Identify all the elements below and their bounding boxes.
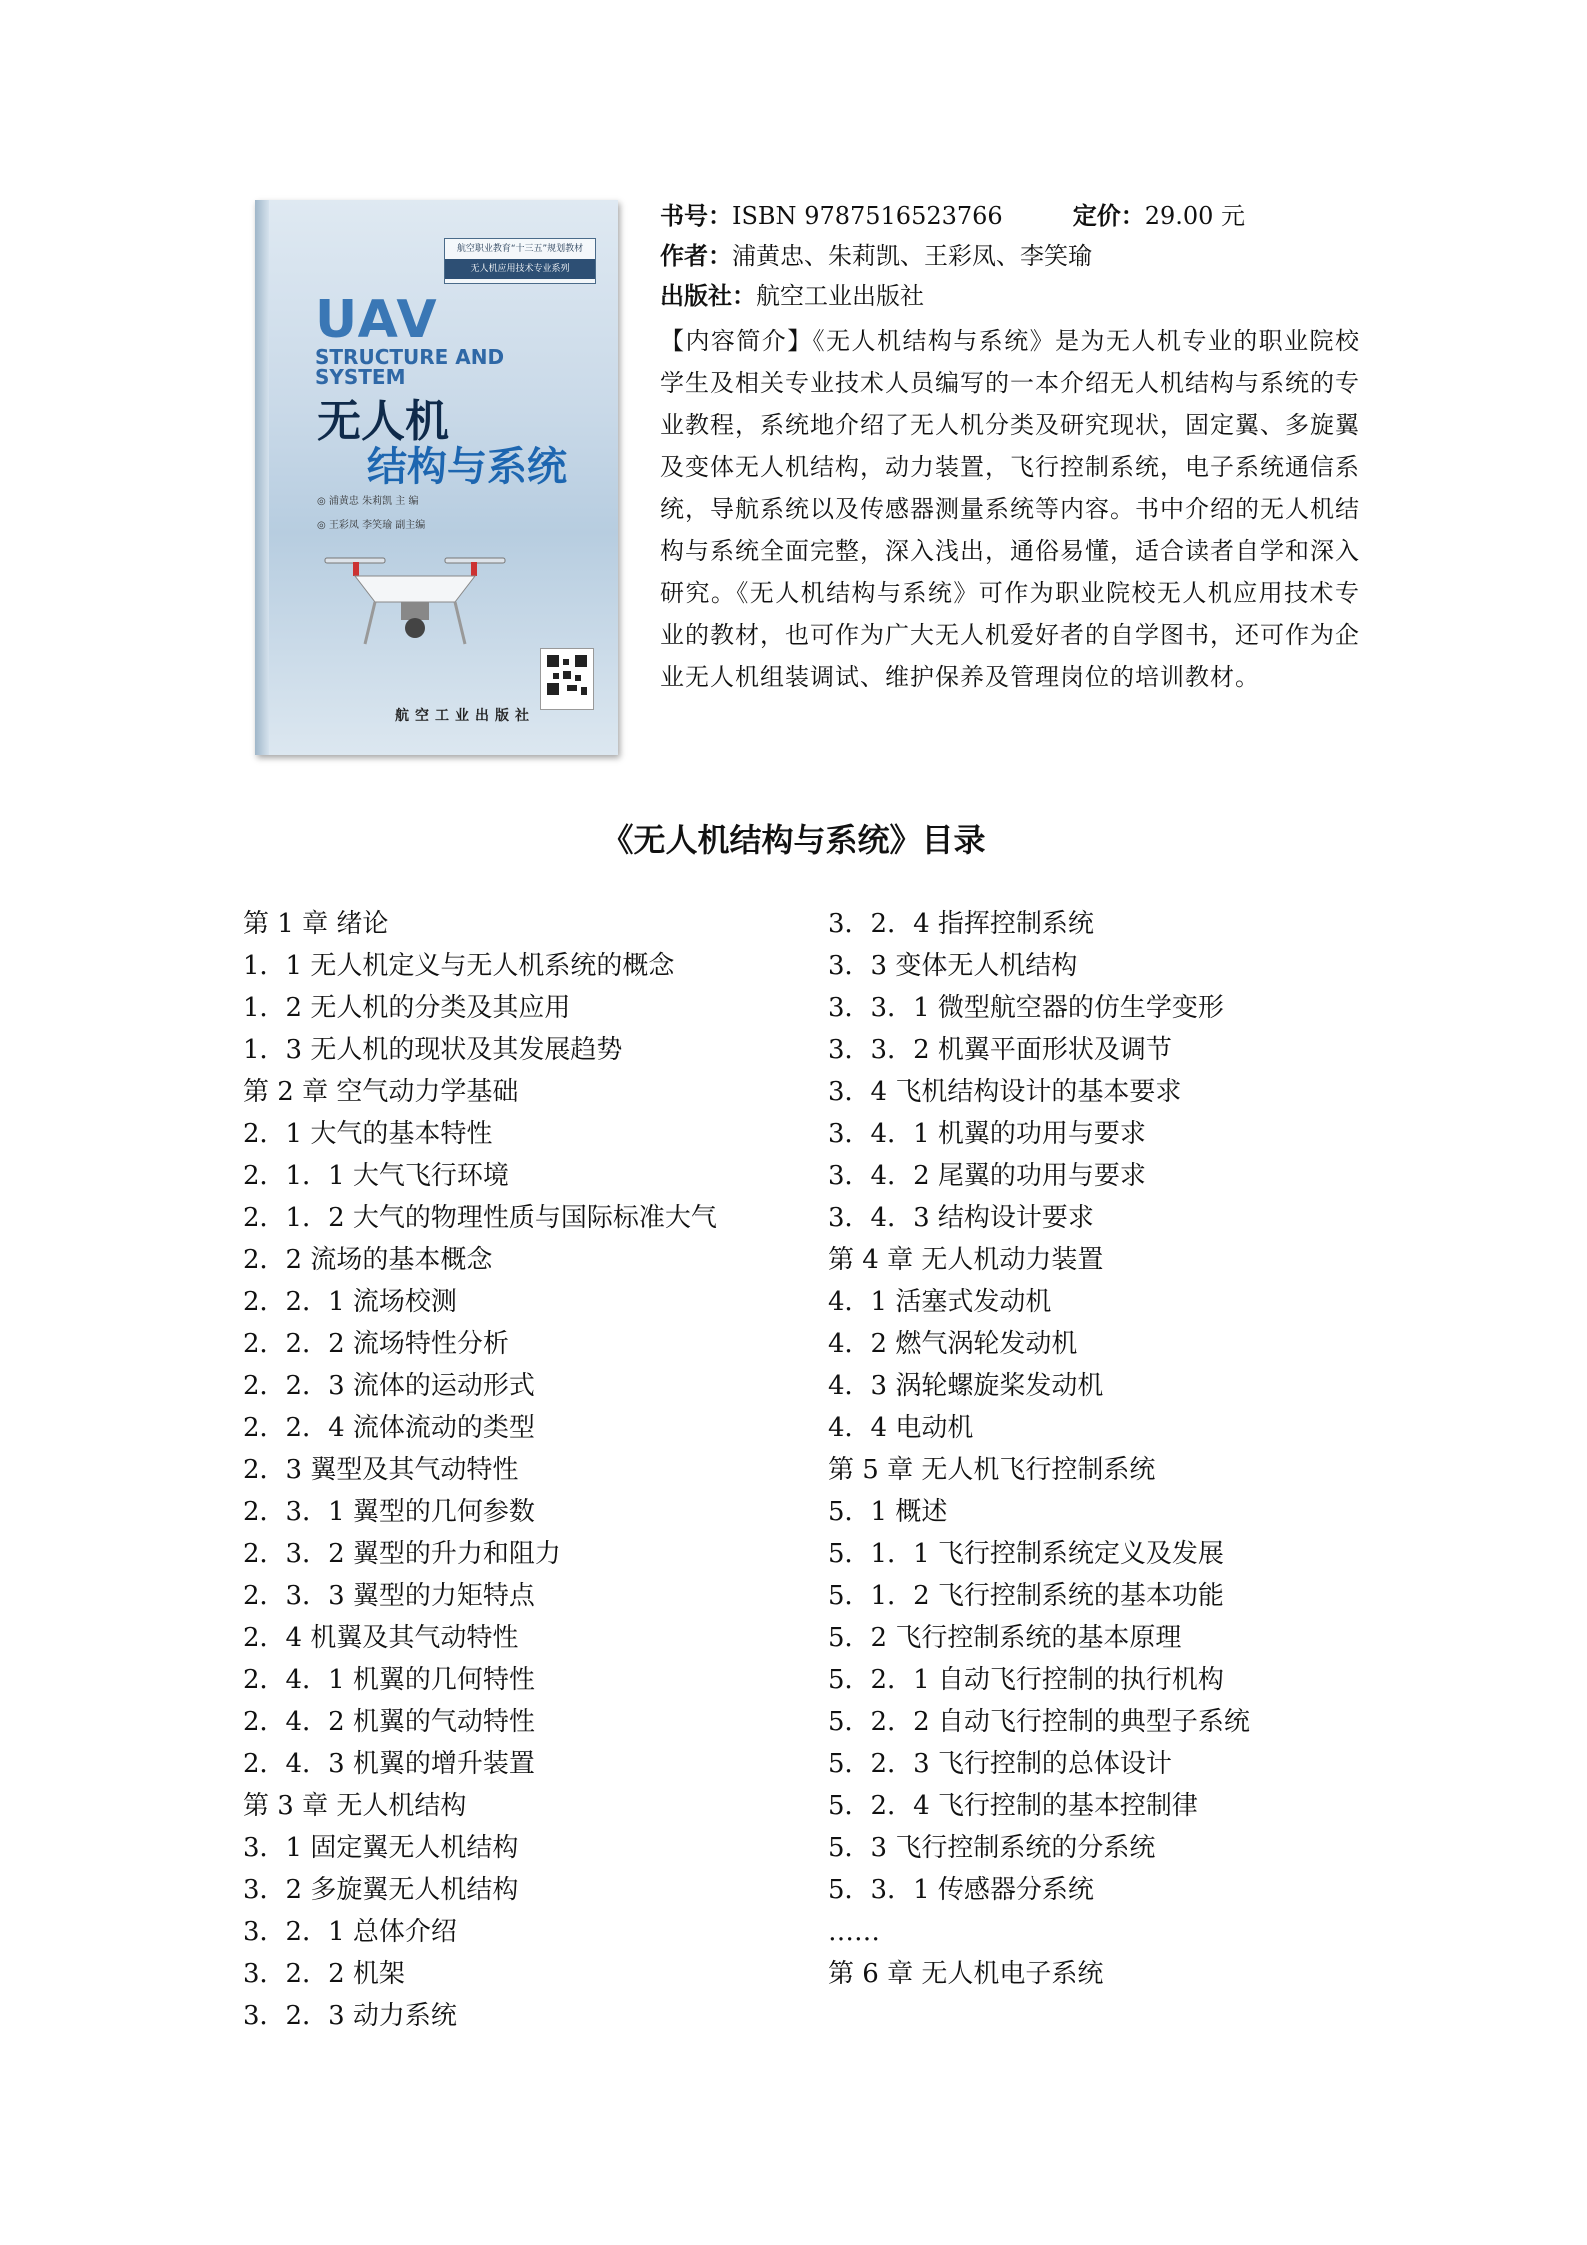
toc-item: 3．2 多旋翼无人机结构 xyxy=(243,1875,519,1905)
cover-series-box xyxy=(444,238,596,284)
toc-item: 3．1 固定翼无人机结构 xyxy=(243,1833,519,1863)
toc-item: 第 5 章 无人机飞行控制系统 xyxy=(828,1455,1156,1485)
toc-item: 2．3．2 翼型的升力和阻力 xyxy=(243,1539,561,1569)
toc-item: 3．3 变体无人机结构 xyxy=(828,951,1078,981)
toc-item: 2．2．3 流体的运动形式 xyxy=(243,1371,535,1401)
publisher-value: 航空工业出版社 xyxy=(756,282,924,310)
isbn-label: 书号： xyxy=(660,201,732,230)
toc-left-column xyxy=(243,903,717,2037)
toc-item: 4．3 涡轮螺旋桨发动机 xyxy=(828,1371,1104,1401)
toc-item: 4．1 活塞式发动机 xyxy=(828,1287,1052,1317)
toc-item: 3．3．2 机翼平面形状及调节 xyxy=(828,1035,1172,1065)
author-row xyxy=(660,236,1360,276)
price-label: 定价： xyxy=(1072,201,1145,230)
cover-english-line2: SYSTEM xyxy=(315,365,406,389)
cover-uav-text: UAV xyxy=(315,290,439,350)
cover-english-line1: STRUCTURE AND xyxy=(315,345,505,369)
toc-item: 1．3 无人机的现状及其发展趋势 xyxy=(243,1035,623,1065)
isbn-price-row xyxy=(660,196,1360,236)
toc-item: 3．4．3 结构设计要求 xyxy=(828,1203,1094,1233)
cover-title-line2: 结构与系统 xyxy=(367,444,567,490)
toc-item: 2．4．3 机翼的增升装置 xyxy=(243,1749,535,1779)
toc-item: 2．2．1 流场校测 xyxy=(243,1287,457,1317)
toc-item: 5．2．3 飞行控制的总体设计 xyxy=(828,1749,1172,1779)
toc-item: 2．4 机翼及其气动特性 xyxy=(243,1623,519,1653)
isbn-value: ISBN 9787516523766 xyxy=(732,202,1003,230)
toc-item: 3．3．1 微型航空器的仿生学变形 xyxy=(828,993,1224,1023)
toc-item: 3．4．2 尾翼的功用与要求 xyxy=(828,1161,1146,1191)
cover-english-title xyxy=(315,347,504,387)
toc-item: 5．1．2 飞行控制系统的基本功能 xyxy=(828,1581,1224,1611)
toc-item: 5．2．1 自动飞行控制的执行机构 xyxy=(828,1665,1224,1695)
toc-item: 2．2．2 流场特性分析 xyxy=(243,1329,509,1359)
toc-title: 《无人机结构与系统》目录 xyxy=(601,821,986,859)
toc-item: 第 2 章 空气动力学基础 xyxy=(243,1077,519,1107)
toc-item: 第 1 章 绪论 xyxy=(243,909,389,939)
toc-item: …… xyxy=(828,1917,880,1947)
book-cover-image xyxy=(255,200,618,755)
toc-item: 2．3．1 翼型的几何参数 xyxy=(243,1497,535,1527)
toc-item: 5．2．2 自动飞行控制的典型子系统 xyxy=(828,1707,1250,1737)
toc-item: 第 3 章 无人机结构 xyxy=(243,1791,467,1821)
toc-item: 2．4．2 机翼的气动特性 xyxy=(243,1707,535,1737)
cover-title-line1: 无人机 xyxy=(317,396,449,447)
toc-item: 3．2．4 指挥控制系统 xyxy=(828,909,1094,939)
toc-item: 2．3 翼型及其气动特性 xyxy=(243,1455,519,1485)
toc-item: 5．3．1 传感器分系统 xyxy=(828,1875,1094,1905)
toc-item: 1．2 无人机的分类及其应用 xyxy=(243,993,571,1023)
toc-item: 2．3．3 翼型的力矩特点 xyxy=(243,1581,535,1611)
toc-item: 第 4 章 无人机动力装置 xyxy=(828,1245,1104,1275)
toc-item: 2．2 流场的基本概念 xyxy=(243,1245,493,1275)
book-info xyxy=(660,196,1360,316)
toc-item: 5．1．1 飞行控制系统定义及发展 xyxy=(828,1539,1224,1569)
publisher-row xyxy=(660,276,1360,316)
toc-item: 3．2．3 动力系统 xyxy=(243,2001,457,2031)
cover-author-line1: ◎ 浦黄忠 朱莉凯 主 编 xyxy=(317,496,419,507)
toc-item: 1．1 无人机定义与无人机系统的概念 xyxy=(243,951,675,981)
author-value: 浦黄忠、朱莉凯、王彩凤、李笑瑜 xyxy=(732,242,1092,270)
price-value: 29.00 元 xyxy=(1144,202,1246,230)
toc-item: 4．2 燃气涡轮发动机 xyxy=(828,1329,1078,1359)
cover-authors xyxy=(317,490,425,538)
toc-item: 第 6 章 无人机电子系统 xyxy=(828,1959,1104,1989)
toc-item: 2．4．1 机翼的几何特性 xyxy=(243,1665,535,1695)
toc-item: 3．4 飞机结构设计的基本要求 xyxy=(828,1077,1182,1107)
drone-illustration xyxy=(315,540,515,650)
toc-item: 5．2 飞行控制系统的基本原理 xyxy=(828,1623,1182,1653)
toc-item: 3．2．2 机架 xyxy=(243,1959,405,1989)
toc-item: 5．3 飞行控制系统的分系统 xyxy=(828,1833,1156,1863)
cover-publisher: 航空工业出版社 xyxy=(395,708,535,724)
toc-item: 3．4．1 机翼的功用与要求 xyxy=(828,1119,1146,1149)
toc-right-column xyxy=(828,903,1250,1995)
author-label: 作者： xyxy=(660,241,732,270)
toc-item: 2．1 大气的基本特性 xyxy=(243,1119,493,1149)
qr-code-icon xyxy=(540,648,594,710)
cover-author-line2: ◎ 王彩凤 李笑瑜 副主编 xyxy=(317,520,426,531)
toc-item: 2．1．1 大气飞行环境 xyxy=(243,1161,509,1191)
cover-series-line1: 航空职业教育“十三五”规划教材 xyxy=(456,244,584,254)
cover-spine xyxy=(255,200,269,755)
toc-item: 3．2．1 总体介绍 xyxy=(243,1917,457,1947)
toc-item: 5．1 概述 xyxy=(828,1497,948,1527)
cover-series-line2: 无人机应用技术专业系列 xyxy=(445,259,595,279)
toc-item: 5．2．4 飞行控制的基本控制律 xyxy=(828,1791,1198,1821)
toc-item: 4．4 电动机 xyxy=(828,1413,974,1443)
toc-item: 2．2．4 流体流动的类型 xyxy=(243,1413,535,1443)
toc-item: 2．1．2 大气的物理性质与国际标准大气 xyxy=(243,1203,717,1233)
content-summary: 【内容简介】《无人机结构与系统》是为无人机专业的职业院校学生及相关专业技术人员编写的一本介绍无人机结构与系统的专业教程，系统地介绍了无人机分类及研究现状，固定翼、多旋翼及变体无人机结构，动力装置，飞行控制系统，电子系统通信系统，导航系统以及传感器测量系统等内容。书中介绍的无人机结构与系统全面完整，深入浅出，通俗易懂，适合读者自学和深入研究。《无人机结构与系统》可作为职业院校无人机应用技术专业的教材，也可作为广大无人机爱好者的自学图书，还可作为企业无人机组装调试、维护保养及管理岗位的培训教材。 xyxy=(660,327,1360,691)
publisher-label: 出版社： xyxy=(660,281,756,310)
